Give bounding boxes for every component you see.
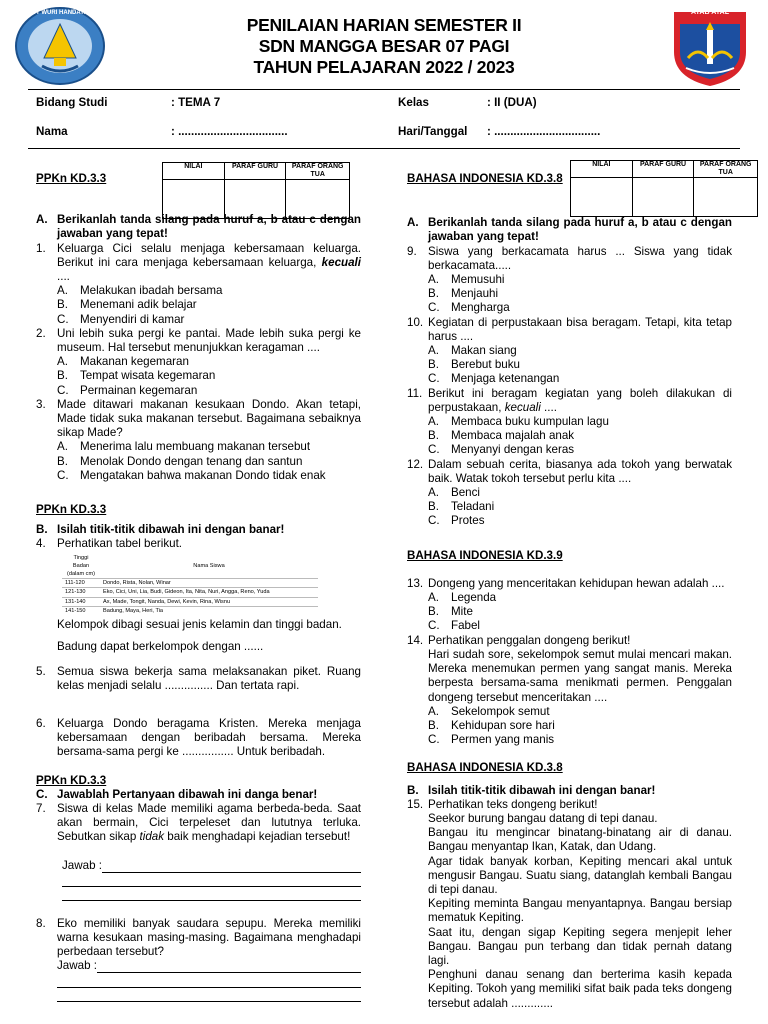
grade-paraf-ortu-header: PARAF ORANG TUA xyxy=(694,161,758,178)
question-7: 7. Siswa di kelas Made memiliki agama berbeda-beda. Saat akan bermain, Cici terpeleset dan lututnya terluka. Sebutkan sikap tidak baik menghadapi kejadian tersebut! xyxy=(36,801,361,844)
story-paragraph: Penghuni danau senang dan berterima kasih kepada Kepiting. Tokoh yang memiliki sifat baik pada teks dongeng tersebut adalah ............. xyxy=(428,968,732,1010)
question-5: 5. Semua siswa bekerja sama melaksanakan piket. Ruang kelas menjadi selalu ............... Dan tertata rapi. xyxy=(36,664,361,692)
part-b-instruction: B. Isilah titik-titik dibawah ini dengan banar! xyxy=(407,783,656,797)
info-rule xyxy=(28,148,740,149)
bidang-label: Bidang Studi xyxy=(36,96,108,109)
option-b[interactable]: B. Menolak Dondo dengan tenang dan santun xyxy=(57,454,303,468)
story-paragraph: Kepiting meminta Bangau menyantapnya. Bangau bersiap mematuk Kepiting. xyxy=(428,897,732,925)
option-b[interactable]: B. Menjauhi xyxy=(428,287,499,301)
story-paragraph: Bangau itu mengincar binatang-binatang air di danau. Bangau menyantap Ikan, Katak, dan Udang. xyxy=(428,826,732,854)
option-c[interactable]: C. Mengatakan bahwa makanan Dondo tidak enak xyxy=(57,468,326,482)
answer-line[interactable] xyxy=(57,974,361,988)
section-heading: BAHASA INDONESIA KD.3.9 xyxy=(407,548,563,562)
table-row: 131-140 Ax, Made, Tongit, Nanda, Dewi, Kevin, Rina, Wisnu xyxy=(62,597,318,606)
hari-value[interactable]: : ................................. xyxy=(487,125,601,138)
grade-nilai-header: NILAI xyxy=(571,161,633,178)
question-15: 15. Perhatikan teks dongeng berikut! xyxy=(407,797,598,811)
question-8: 8. Eko memiliki banyak saudara sepupu. Mereka memiliki warna kesukaan masing-masing. Bagaimana menghadapi perbedaan tersebut? xyxy=(36,916,361,959)
question-4-prompt: Badung dapat berkelompok dengan ...... xyxy=(57,640,264,654)
option-a[interactable]: A. Legenda xyxy=(428,591,497,605)
section-heading: PPKn KD.3.3 xyxy=(36,773,107,787)
option-c[interactable]: C. Mengharga xyxy=(428,301,510,315)
option-c[interactable]: C. Protes xyxy=(428,514,485,528)
exam-title: PENILAIAN HARIAN SEMESTER II xyxy=(246,15,522,35)
question-11: 11. Berikut ini beragam kegiatan yang boleh dilakukan di perpustakaan, kecuali .... xyxy=(407,386,732,414)
hari-label: Hari/Tanggal xyxy=(398,125,468,138)
question-2: 2. Uni lebih suka pergi ke pantai. Made lebih suka pergi ke museum. Hal tersebut menunjukkan keragaman .... xyxy=(36,326,361,355)
right-logo xyxy=(670,8,750,88)
story-excerpt: Hari sudah sore, sekelompok semut mulai mencari makan. Mereka menemukan permen yang sangat manis. Mereka berpesta bersama-sama menikmati permen. Penggalan dongeng tersebut menceritakan .... xyxy=(428,647,732,704)
answer-line[interactable] xyxy=(57,988,361,1002)
table-row: 111-120 Dondo, Rista, Nolan, Winar xyxy=(62,579,318,588)
option-b[interactable]: B. Kehidupan sore hari xyxy=(428,718,555,732)
option-a[interactable]: A. Membaca buku kumpulan lagu xyxy=(428,415,609,429)
option-a[interactable]: A. Makan siang xyxy=(428,344,517,358)
option-a[interactable]: A. Memusuhi xyxy=(428,273,505,287)
left-logo xyxy=(14,6,106,86)
kelas-label: Kelas xyxy=(398,96,429,109)
question-14: 14. Perhatikan penggalan dongeng berikut! xyxy=(407,633,631,647)
option-c[interactable]: C. Permainan kegemaran xyxy=(57,383,198,397)
answer-line[interactable] xyxy=(62,887,361,901)
question-6: 6. Keluarga Dondo beragama Kristen. Mereka menjaga kebersamaan dengan beribadah bersama. Mereka bersama-sama pergi ke ................ Untuk beribadah. xyxy=(36,716,361,759)
option-c[interactable]: C. Fabel xyxy=(428,619,481,633)
part-b-instruction: B. Isilah titik-titik dibawah ini dengan banar! xyxy=(36,523,285,537)
school-year: TAHUN PELAJARAN 2022 / 2023 xyxy=(253,57,515,77)
table-row: 121-130 Eko, Cici, Uni, Lia, Budi, Gideon, Ita, Nita, Nuri, Angga, Reno, Yuda xyxy=(62,588,318,597)
option-a[interactable]: A. Makanan kegemaran xyxy=(57,355,189,369)
bidang-value: : TEMA 7 xyxy=(171,96,221,109)
kelas-value: : II (DUA) xyxy=(487,96,537,109)
section-heading: PPKn KD.3.3 xyxy=(36,172,107,185)
option-b[interactable]: B. Membaca majalah anak xyxy=(428,429,575,443)
grade-paraf-ortu-header: PARAF ORANG TUA xyxy=(286,163,350,180)
question-10: 10. Kegiatan di perpustakaan bisa beragam. Tetapi, kita tetap harus .... xyxy=(407,315,732,343)
nama-value[interactable]: : .................................. xyxy=(171,125,288,138)
option-b[interactable]: B. Berebut buku xyxy=(428,358,520,372)
question-12: 12. Dalam sebuah cerita, biasanya ada tokoh yang berwatak baik. Watak tokoh tersebut perlu kita .... xyxy=(407,457,732,485)
option-b[interactable]: B. Menemani adik belajar xyxy=(57,298,197,312)
question-4-note: Kelompok dibagi sesuai jenis kelamin dan tinggi badan. xyxy=(57,618,342,632)
nama-label: Nama xyxy=(36,125,68,138)
question-9: 9. Siswa yang berkacamata harus ... Siswa yang tidak berkacamata..... xyxy=(407,244,732,272)
question-13: 13. Dongeng yang menceritakan kehidupan hewan adalah .... xyxy=(407,576,725,590)
option-b[interactable]: B. Tempat wisata kegemaran xyxy=(57,369,216,383)
question-4: 4. Perhatikan tabel berikut. xyxy=(36,537,183,551)
right-column xyxy=(407,172,732,1011)
option-a[interactable]: A. Sekelompok semut xyxy=(428,704,550,718)
section-heading: BAHASA INDONESIA KD.3.8 xyxy=(407,172,563,185)
option-c[interactable]: C. Menyanyi dengan keras xyxy=(428,443,575,457)
story-paragraph: Seekor burung bangau datang di tepi danau. xyxy=(428,811,658,825)
option-c[interactable]: C. Menjaga ketenangan xyxy=(428,372,560,386)
question-3: 3. Made ditawari makanan kesukaan Dondo. Akan tetapi, Made tidak suka makanan tersebut. Bagaimana sebaiknya sikap Made? xyxy=(36,397,361,440)
left-logo-text: TUT WURI HANDAYANI xyxy=(28,10,94,16)
story-paragraph: Agar tidak banyak korban, Kepiting mencari akal untuk mengusir Bangau. Suatu siang, datanglah kembali Bangau di tepi danau. xyxy=(428,854,732,896)
height-table xyxy=(62,554,318,615)
part-a-instruction: A. Berikanlah tanda silang pada huruf a, b atau c dengan jawaban yang tepat! xyxy=(407,216,732,244)
answer-field-7[interactable]: Jawab : xyxy=(36,859,361,873)
part-c-instruction: C. Jawablah Pertanyaan dibawah ini danga benar! xyxy=(36,787,318,801)
option-a[interactable]: A. Menerima lalu membuang makanan tersebut xyxy=(57,440,311,454)
question-1: 1. Keluarga Cici selalu menjaga kebersamaan keluarga. Berikut ini cara menjaga kebersamaan keluarga, kecuali .... xyxy=(36,241,361,284)
section-heading: PPKn KD.3.3 xyxy=(36,503,107,517)
table-header: Nama Siswa xyxy=(193,562,225,569)
section-heading: BAHASA INDONESIA KD.3.8 xyxy=(407,761,563,775)
grade-paraf-guru-header: PARAF GURU xyxy=(632,161,694,178)
answer-field-8[interactable]: Jawab : xyxy=(36,959,361,973)
right-logo-text: AYAB AYAL xyxy=(690,9,729,16)
answer-line[interactable] xyxy=(62,873,361,887)
story-paragraph: Saat itu, dengan sigap Kepiting segera menjepit leher Bangau. Bangau pun terbang dan tidak pernah datang lagi. xyxy=(428,925,732,967)
option-c[interactable]: C. Menyendiri di kamar xyxy=(57,312,185,326)
header-rule xyxy=(28,89,740,90)
grade-nilai-header: NILAI xyxy=(163,163,225,180)
part-a-instruction: A. Berikanlah tanda silang pada huruf a, b atau c dengan jawaban yang tepat! xyxy=(36,213,361,241)
grade-paraf-guru-header: PARAF GURU xyxy=(224,163,286,180)
table-row: 141-150 Badung, Maya, Heri, Tia xyxy=(62,606,318,615)
option-a[interactable]: A. Benci xyxy=(428,486,481,500)
option-b[interactable]: B. Mite xyxy=(428,605,473,619)
school-name: SDN MANGGA BESAR 07 PAGI xyxy=(258,36,510,56)
option-a[interactable]: A. Melakukan ibadah bersama xyxy=(57,284,223,298)
option-b[interactable]: B. Teladani xyxy=(428,500,495,514)
option-c[interactable]: C. Permen yang manis xyxy=(428,733,555,747)
left-column xyxy=(36,172,361,1002)
table-header: Tinggi Badan (dalam cm) xyxy=(67,554,95,578)
